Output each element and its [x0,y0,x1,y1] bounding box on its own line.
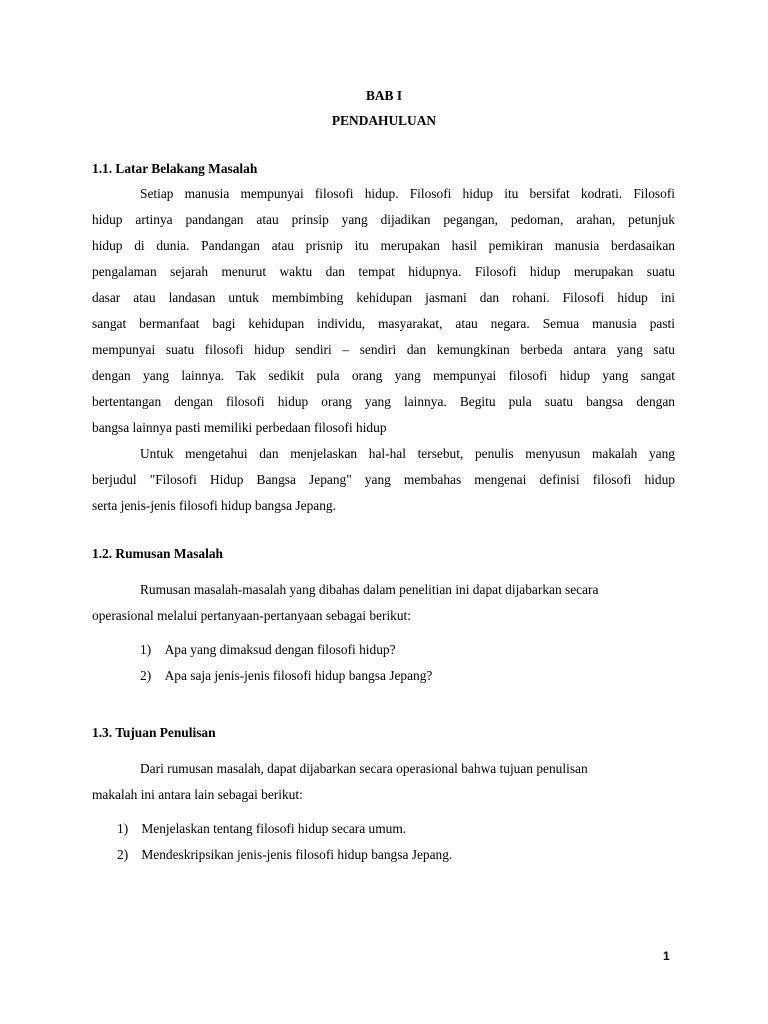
chapter-subtitle: PENDAHULUAN [331,113,437,128]
page-number: 1 [663,949,670,963]
list-text: Mendeskripsikan jenis-jenis filosofi hidup bangsa Jepang. [141,847,453,862]
list-text: Apa saja jenis-jenis filosofi hidup bangsa Jepang? [164,668,433,683]
list-item [140,668,432,684]
paragraph-line: bangsa lainnya pasti memiliki perbedaan filosofi hidup [92,420,387,435]
list-text: Menjelaskan tentang filosofi hidup secara umum. [141,821,407,836]
paragraph-line: bertentangan dengan filosofi hidup orang yang lainnya. Begitu pula suatu bangsa dengan [92,394,675,409]
list-number: 2) [140,668,152,683]
list-item [117,847,452,863]
section-heading-tujuan-penulisan: 1.3. Tujuan Penulisan [92,725,216,740]
paragraph-line: mempunyai suatu filosofi hidup sendiri – sendiri dan kemungkinan berbeda antara yang satu [92,342,675,357]
paragraph-line: Rumusan masalah-masalah yang dibahas dalam penelitian ini dapat dijabarkan secara [140,582,599,597]
paragraph-line: Setiap manusia mempunyai filosofi hidup. Filosofi hidup itu bersifat kodrati. Filosofi [140,186,675,201]
section-heading-latar-belakang: 1.1. Latar Belakang Masalah [92,161,258,176]
section-heading-rumusan-masalah: 1.2. Rumusan Masalah [92,546,223,561]
paragraph-line: hidup artinya pandangan atau prinsip yang dijadikan pegangan, pedoman, arahan, petunjuk [92,212,675,227]
list-number: 2) [117,847,129,862]
list-number: 1) [140,642,152,657]
list-number: 1) [117,821,129,836]
paragraph-line: Dari rumusan masalah, dapat dijabarkan secara operasional bahwa tujuan penulisan [140,761,588,776]
list-item [117,821,406,837]
chapter-title: BAB I [365,88,403,103]
paragraph-line: makalah ini antara lain sebagai berikut: [92,787,303,802]
paragraph-line: Untuk mengetahui dan menjelaskan hal-hal tersebut, penulis menyusun makalah yang [140,446,675,461]
paragraph-line: pengalaman sejarah menurut waktu dan tempat hidupnya. Filosofi hidup merupakan suatu [92,264,675,279]
paragraph-line: dengan yang lainnya. Tak sedikit pula orang yang mempunyai filosofi hidup yang sangat [92,368,675,383]
paragraph-line: berjudul "Filosofi Hidup Bangsa Jepang" yang membahas mengenai definisi filosofi hidup [92,472,675,487]
paragraph-line: operasional melalui pertanyaan-pertanyaan sebagai berikut: [92,608,412,623]
paragraph-line: sangat bermanfaat bagi kehidupan individu, masyarakat, atau negara. Semua manusia pasti [92,316,675,331]
list-item [140,642,396,658]
paragraph-line: hidup di dunia. Pandangan atau prisnip itu merupakan hasil pemikiran manusia berdasaikan [92,238,675,253]
paragraph-line: serta jenis-jenis filosofi hidup bangsa Jepang. [92,498,336,513]
paragraph-line: dasar atau landasan untuk membimbing kehidupan jasmani dan rohani. Filosofi hidup ini [92,290,675,305]
list-text: Apa yang dimaksud dengan filosofi hidup? [164,642,396,657]
